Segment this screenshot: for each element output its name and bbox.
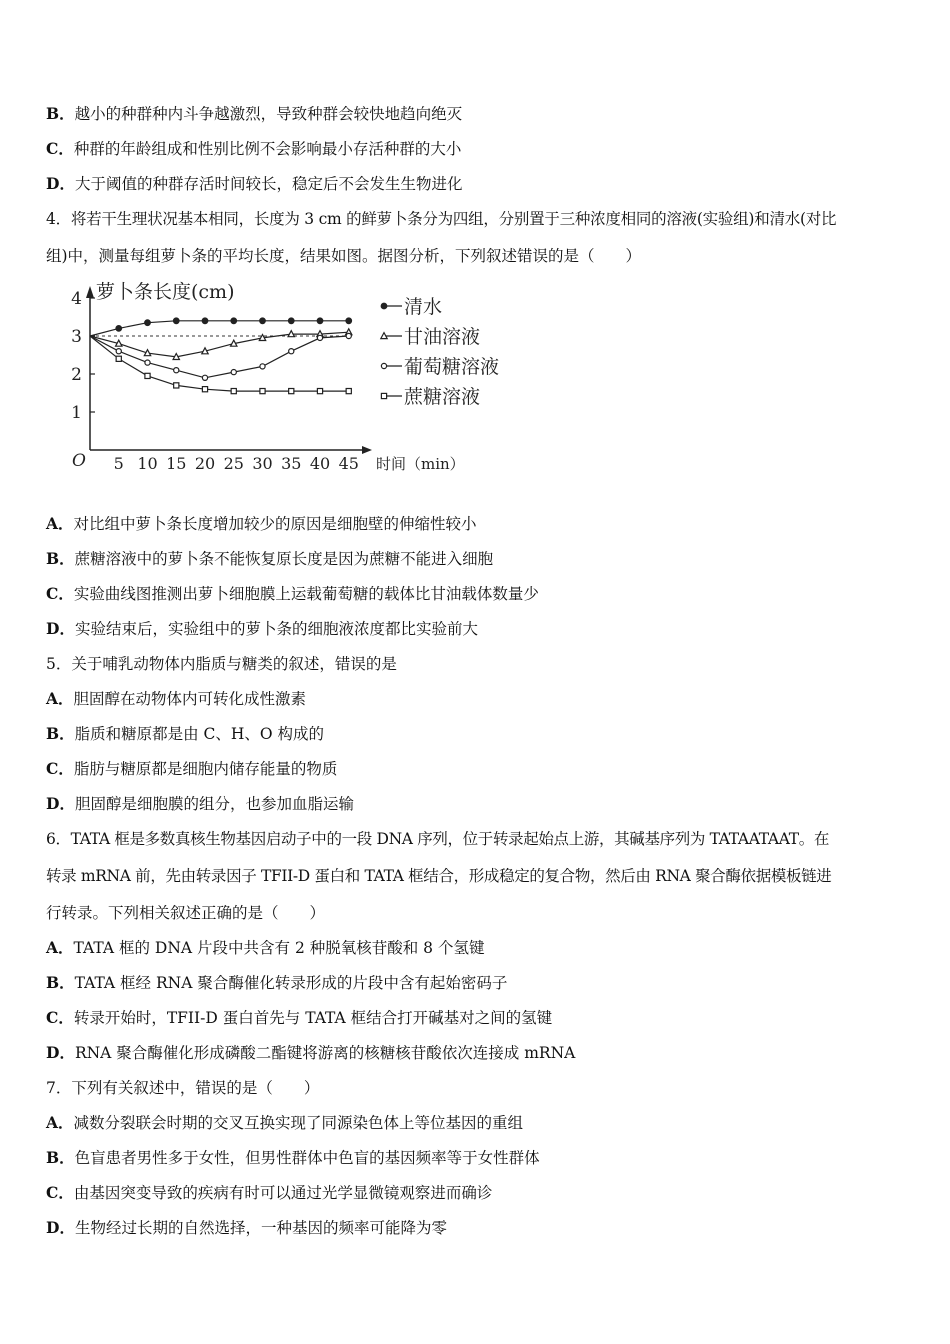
option-text: 越小的种群种内斗争越激烈，导致种群会较快地趋向绝灭 xyxy=(74,105,463,123)
option-letter: B． xyxy=(46,973,75,992)
data-point xyxy=(289,389,294,394)
data-point xyxy=(260,389,265,394)
option-text: 由基因突变导致的疾病有时可以通过光学显微镜观察进而确诊 xyxy=(73,1184,493,1202)
legend-label: 葡萄糖溶液 xyxy=(404,356,500,378)
q6-option-b xyxy=(46,973,507,993)
option-letter: D． xyxy=(46,174,75,193)
option-letter: B． xyxy=(46,549,75,568)
q5-option-d xyxy=(46,794,354,814)
q4-option-d xyxy=(46,619,478,639)
option-text: 转录开始时，TFII-D 蛋白首先与 TATA 框结合打开碱基对之间的氢键 xyxy=(73,1009,553,1027)
q3-option-b xyxy=(46,104,462,124)
q5-option-c xyxy=(46,759,337,779)
origin-label: O xyxy=(72,451,86,471)
option-letter: D． xyxy=(46,1218,75,1237)
data-point xyxy=(231,340,237,346)
y-axis-arrow xyxy=(86,286,94,298)
option-text: 实验曲线图推测出萝卜细胞膜上运载葡萄糖的载体比甘油载体数量少 xyxy=(73,585,539,603)
data-point xyxy=(144,350,150,356)
option-text: 减数分裂联会时期的交叉互换实现了同源染色体上等位基因的重组 xyxy=(73,1114,524,1132)
data-point xyxy=(174,368,179,373)
series-group xyxy=(90,318,352,394)
data-point xyxy=(202,318,208,324)
data-point xyxy=(346,389,351,394)
option-text: 生物经过长期的自然选择，一种基因的频率可能降为零 xyxy=(74,1219,447,1237)
option-text: 胆固醇在动物体内可转化成性激素 xyxy=(73,690,307,708)
option-letter: C． xyxy=(46,1183,74,1202)
x-tick-label: 30 xyxy=(252,454,273,473)
data-point xyxy=(289,349,294,354)
q6-stem-line2: 转录 mRNA 前，先由转录因子 TFII-D 蛋白和 TATA 框结合，形成稳定的复合物，然后由 RNA 聚合酶依据模板链进 xyxy=(46,867,832,885)
legend-marker xyxy=(381,363,386,368)
data-point xyxy=(346,333,351,338)
x-tick-label: 10 xyxy=(137,454,158,473)
data-point xyxy=(259,335,265,341)
option-text: TATA 框的 DNA 片段中共含有 2 种脱氧核苷酸和 8 个氢键 xyxy=(73,939,485,957)
y-tick-label: 3 xyxy=(71,327,82,347)
q6-stem-line3: 行转录。下列相关叙述正确的是（ ） xyxy=(46,904,326,922)
q6-option-a xyxy=(46,938,484,958)
option-letter: C． xyxy=(46,139,74,158)
option-text: 脂肪与糖原都是细胞内储存能量的物质 xyxy=(73,760,338,778)
legend-label: 清水 xyxy=(404,296,443,318)
option-letter: B． xyxy=(46,104,75,123)
x-tick-label: 40 xyxy=(309,454,331,473)
option-letter: A． xyxy=(46,938,74,957)
series-line xyxy=(90,336,349,391)
q6-stem-line1: 6．TATA 框是多数真核生物基因启动子中的一段 DNA 序列，位于转录起始点上游，其碱基序列为 TATAATAAT。在 xyxy=(46,830,830,848)
legend-marker xyxy=(381,333,387,339)
q4-option-c xyxy=(46,584,539,604)
q3-option-d xyxy=(46,174,462,194)
data-point xyxy=(288,331,294,337)
y-tick-label: 1 xyxy=(71,403,82,423)
q4-stem-line2: 组)中，测量每组萝卜条的平均长度，结果如图。据图分析，下列叙述错误的是（ ） xyxy=(46,247,642,265)
data-point xyxy=(231,370,236,375)
q5-option-a xyxy=(46,689,306,709)
data-point xyxy=(174,383,179,388)
series-3 xyxy=(90,333,351,380)
y-ticks xyxy=(71,289,95,423)
x-axis-arrow xyxy=(362,446,372,454)
option-letter: A． xyxy=(46,514,74,533)
q7-option-c xyxy=(46,1183,492,1203)
q3-option-c xyxy=(46,139,461,159)
x-axis-label: 时间（min） xyxy=(376,455,465,473)
option-letter: A． xyxy=(46,689,74,708)
x-tick-label: 15 xyxy=(166,454,187,473)
option-text: 蔗糖溶液中的萝卜条不能恢复原长度是因为蔗糖不能进入细胞 xyxy=(74,550,494,568)
q7-stem: 7．下列有关叙述中，错误的是（ ） xyxy=(46,1079,320,1097)
x-tick-label: 45 xyxy=(338,454,359,473)
option-text: 脂质和糖原都是由 C、H、O 构成的 xyxy=(74,725,325,743)
data-point xyxy=(346,318,352,324)
x-tick-label: 25 xyxy=(223,454,244,473)
y-axis-label: 萝卜条长度(cm) xyxy=(96,281,235,303)
option-letter: D． xyxy=(46,619,75,638)
legend xyxy=(381,296,499,408)
data-point xyxy=(231,318,237,324)
option-letter: A． xyxy=(46,1113,74,1132)
data-point xyxy=(116,326,122,332)
data-point xyxy=(173,354,179,360)
option-text: 色盲患者男性多于女性，但男性群体中色盲的基因频率等于女性群体 xyxy=(74,1149,540,1167)
data-point xyxy=(288,318,294,324)
option-text: 对比组中萝卜条长度增加较少的原因是细胞壁的伸缩性较小 xyxy=(73,515,477,533)
data-point xyxy=(145,320,151,326)
legend-label: 蔗糖溶液 xyxy=(404,386,481,408)
series-1 xyxy=(90,318,352,336)
x-tick-label: 20 xyxy=(194,454,216,473)
y-tick-label: 4 xyxy=(71,289,82,309)
data-point xyxy=(116,356,121,361)
data-point xyxy=(260,318,266,324)
series-line xyxy=(90,336,349,378)
option-letter: C． xyxy=(46,584,74,603)
q5-stem: 5．关于哺乳动物体内脂质与糖类的叙述，错误的是 xyxy=(46,655,397,673)
y-tick-label: 2 xyxy=(71,365,82,385)
option-letter: D． xyxy=(46,1043,75,1062)
axes xyxy=(86,286,372,454)
data-point xyxy=(317,389,322,394)
series-4 xyxy=(90,336,351,394)
data-point xyxy=(202,348,208,354)
option-text: TATA 框经 RNA 聚合酶催化转录形成的片段中含有起始密码子 xyxy=(74,974,508,992)
option-text: 实验结束后，实验组中的萝卜条的细胞液浓度都比实验前大 xyxy=(74,620,478,638)
option-text: 种群的年龄组成和性别比例不会影响最小存活种群的大小 xyxy=(73,140,462,158)
q5-option-b xyxy=(46,724,324,744)
x-tick-label: 35 xyxy=(281,454,302,473)
q6-option-c xyxy=(46,1008,552,1028)
q7-option-b xyxy=(46,1148,540,1168)
option-text: 胆固醇是细胞膜的组分，也参加血脂运输 xyxy=(74,795,354,813)
x-ticks xyxy=(114,454,359,473)
option-letter: C． xyxy=(46,759,74,778)
option-letter: C． xyxy=(46,1008,74,1027)
legend-marker xyxy=(381,393,386,398)
data-point xyxy=(260,364,265,369)
data-point xyxy=(202,387,207,392)
option-letter: D． xyxy=(46,794,75,813)
q4-stem-line1: 4．将若干生理状况基本相同，长度为 3 cm 的鲜萝卜条分为四组，分别置于三种浓度相同的溶液(实验组)和清水(对比 xyxy=(46,210,837,228)
option-letter: B． xyxy=(46,1148,75,1167)
data-point xyxy=(145,360,150,365)
data-point xyxy=(317,335,322,340)
option-letter: B． xyxy=(46,724,75,743)
line-chart xyxy=(66,276,536,482)
option-text: 大于阈值的种群存活时间较长，稳定后不会发生生物进化 xyxy=(74,175,463,193)
q4-option-a xyxy=(46,514,477,534)
legend-marker xyxy=(381,303,387,309)
data-point xyxy=(173,318,179,324)
data-point xyxy=(317,318,323,324)
data-point xyxy=(145,373,150,378)
data-point xyxy=(116,349,121,354)
q7-option-d xyxy=(46,1218,447,1238)
x-tick-label: 5 xyxy=(113,454,124,473)
data-point xyxy=(116,340,122,346)
data-point xyxy=(231,389,236,394)
option-text: RNA 聚合酶催化形成磷酸二酯键将游离的核糖核苷酸依次连接成 mRNA xyxy=(74,1044,576,1062)
data-point xyxy=(202,375,207,380)
q7-option-a xyxy=(46,1113,523,1133)
legend-label: 甘油溶液 xyxy=(404,326,481,348)
q4-option-b xyxy=(46,549,493,569)
q6-option-d xyxy=(46,1043,575,1063)
